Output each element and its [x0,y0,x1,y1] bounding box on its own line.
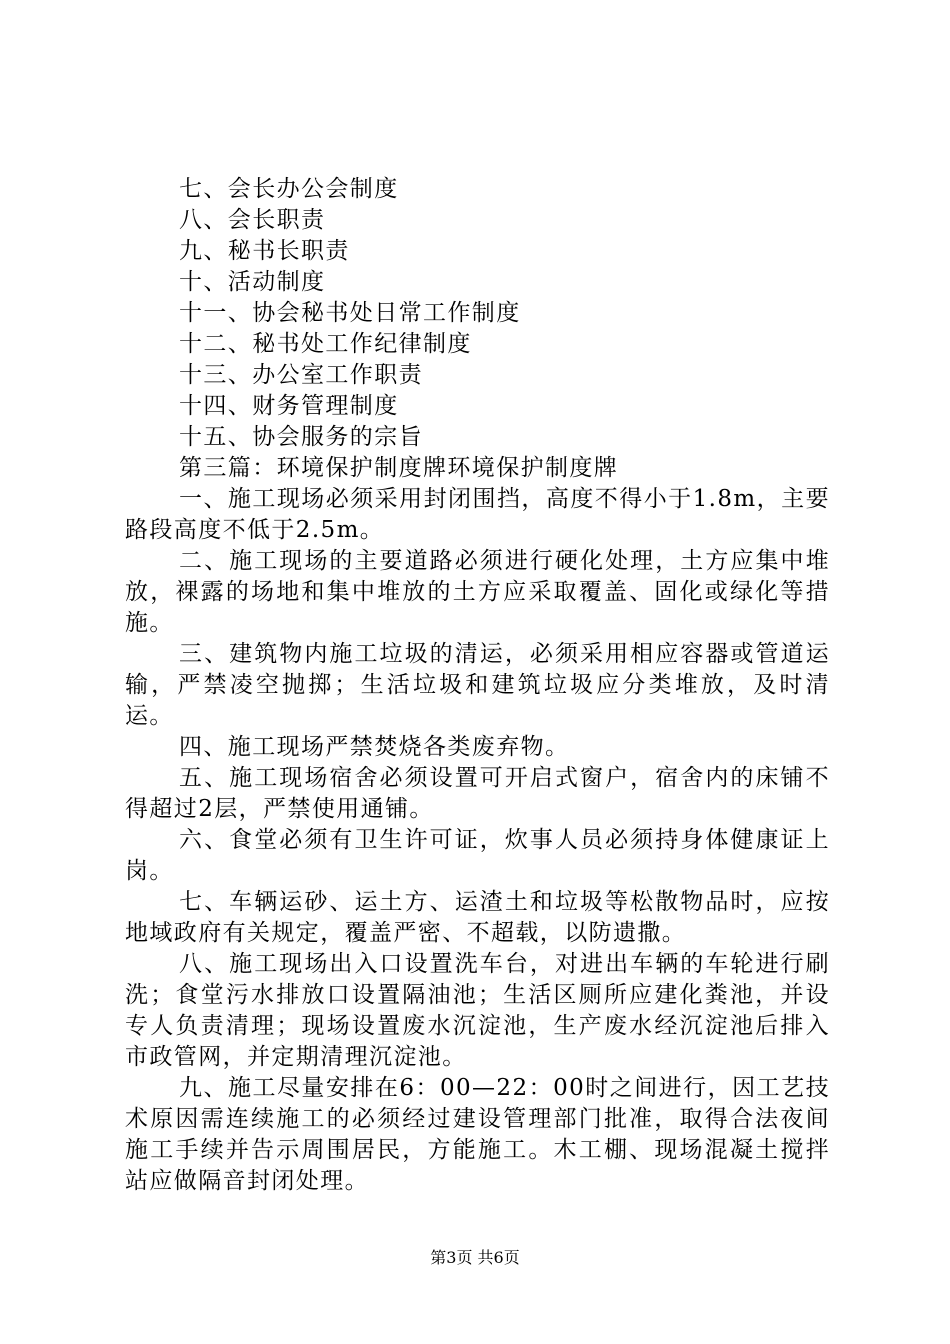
paragraph-2: 二、施工现场的主要道路必须进行硬化处理，土方应集中堆放，裸露的场地和集中堆放的土方应采取覆盖、固化或绿化等措施。 [125,548,830,636]
paragraph-9: 九、施工尽量安排在6：00—22：00时之间进行，因工艺技术原因需连续施工的必须经过建设管理部门批准，取得合法夜间施工手续并告示周围居民，方能施工。木工棚、现场混凝土搅拌站应做隔音封闭处理。 [125,1075,830,1194]
document-body [125,174,830,1197]
toc-item-9: 九、秘书长职责 [179,238,350,264]
paragraph-5: 五、施工现场宿舍必须设置可开启式窗户，宿舍内的床铺不得超过2层，严禁使用通铺。 [125,765,830,822]
page-footer [0,1245,950,1268]
paragraph-1: 一、施工现场必须采用封闭围挡，高度不得小于1.8m，主要路段高度不低于2.5m。 [125,486,830,543]
toc-item-8: 八、会长职责 [179,207,326,233]
toc-item-10: 十、活动制度 [179,269,326,295]
toc-item-14: 十四、财务管理制度 [179,393,399,419]
section-title: 第三篇：环境保护制度牌环境保护制度牌 [179,455,619,481]
toc-item-13: 十三、办公室工作职责 [179,362,423,388]
paragraph-3: 三、建筑物内施工垃圾的清运，必须采用相应容器或管道运输，严禁凌空抛掷；生活垃圾和建筑垃圾应分类堆放，及时清运。 [125,641,830,729]
page-number-label: 第3页 共6页 [430,1248,520,1267]
toc-item-7: 七、会长办公会制度 [179,176,399,202]
paragraph-6: 六、食堂必须有卫生许可证，炊事人员必须持身体健康证上岗。 [125,827,830,884]
paragraph-7: 七、车辆运砂、运土方、运渣土和垃圾等松散物品时，应按地域政府有关规定，覆盖严密、不超载，以防遗撒。 [125,889,830,946]
paragraph-4: 四、施工现场严禁焚烧各类废弃物。 [179,734,570,760]
toc-item-11: 十一、协会秘书处日常工作制度 [179,300,521,326]
paragraph-8: 八、施工现场出入口设置洗车台，对进出车辆的车轮进行刷洗；食堂污水排放口设置隔油池；生活区厕所应建化粪池，并设专人负责清理；现场设置废水沉淀池，生产废水经沉淀池后排入市政管网，并定期清理沉淀池。 [125,951,830,1070]
toc-item-12: 十二、秘书处工作纪律制度 [179,331,472,357]
toc-item-15: 十五、协会服务的宗旨 [179,424,423,450]
